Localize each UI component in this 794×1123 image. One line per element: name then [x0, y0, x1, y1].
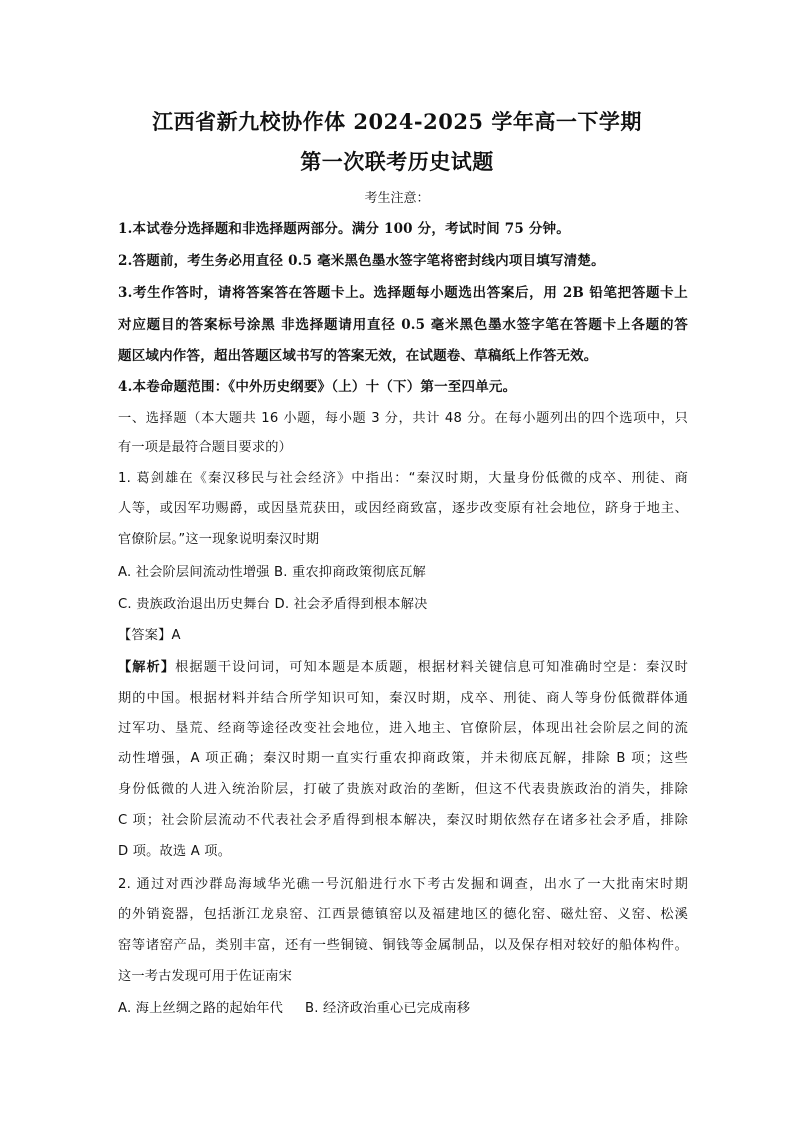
q2-stem-line2: 的外销瓷器，包括浙江龙泉窑、江西景德镇窑以及福建地区的德化窑、磁灶窑、义窑、松溪	[118, 907, 688, 922]
notice-item-2: 2.答题前，考生务必用直径 0.5 毫米黑色墨水签字笔将密封线内项目填写清楚。	[118, 253, 605, 269]
notice-item-4: 4.本卷命题范围：《中外历史纲要》（上）十（下）第一至四单元。	[118, 379, 517, 395]
q2-stem-line1: 2. 通过对西沙群岛海域华光礁一号沉船进行水下考古发掘和调查，出水了一大批南宋时期	[118, 877, 688, 892]
q2-stem-line3: 窑等诸窑产品，类别丰富，还有一些铜镜、铜钱等金属制品，以及保存相对较好的船体构件。	[118, 938, 688, 953]
exam-title-line1: 江西省新九校协作体 2024-2025 学年高一下学期	[152, 109, 642, 134]
q1-stem-line3: 官僚阶层。”这一现象说明秦汉时期	[118, 532, 320, 547]
q1-analysis-line4: 动性增强，A 项正确；秦汉时期一直实行重农抑商政策，并未彻底瓦解，排除 B 项；这些	[118, 751, 688, 766]
q1-stem-line1: 1. 葛剑雄在《秦汉移民与社会经济》中指出：“秦汉时期，大量身份低微的戍卒、刑徒、商	[118, 471, 688, 486]
q2-options-ab: A. 海上丝绸之路的起始年代 B. 经济政治重心已完成南移	[118, 1001, 471, 1016]
q1-options-cd: C. 贵族政治退出历史舞台 D. 社会矛盾得到根本解决	[118, 597, 428, 612]
exam-title-line2: 第一次联考历史试题	[300, 149, 494, 174]
q1-analysis-text1: 根据题干设问词，可知本题是本质题，根据材料关键信息可知准确时空是：秦汉时	[175, 660, 688, 675]
section-heading: 一、选择题（本大题共 16 小题，每小题 3 分，共计 48 分。在每小题列出的四个选项中，只	[118, 411, 688, 426]
q1-analysis-line5: 身份低微的人进入统治阶层，打破了贵族对政治的垄断，但这不代表贵族政治的消失，排除	[118, 782, 688, 797]
q1-analysis-line7: D 项。故选 A 项。	[118, 844, 232, 859]
notice-item-3-cont: 对应题目的答案标号涂黑 非选择题请用直径 0.5 毫米黑色墨水签字笔在答题卡上各题的答	[118, 317, 688, 333]
section-heading-cont: 有一项是最符合题目要求的）	[118, 440, 293, 455]
q1-analysis-line1	[118, 656, 688, 675]
notice-item-3-end: 题区域内作答，超出答题区域书写的答案无效，在试题卷、草稿纸上作答无效。	[118, 348, 598, 364]
q1-analysis-line3: 过军功、垦荒、经商等途径改变社会地位，进入地主、官僚阶层，体现出社会阶层之间的流	[118, 721, 688, 736]
q1-analysis-line2: 期的中国。根据材料并结合所学知识可知，秦汉时期，戍卒、刑徒、商人等身份低微群体通	[118, 691, 688, 706]
notice-item-1: 1.本试卷分选择题和非选择题两部分。满分 100 分，考试时间 75 分钟。	[118, 221, 570, 237]
analysis-label: 【解析】	[118, 660, 176, 675]
notice-heading: 考生注意：	[364, 191, 430, 206]
q1-options-ab: A. 社会阶层间流动性增强 B. 重农抑商政策彻底瓦解	[118, 565, 426, 580]
q1-answer: 【答案】A	[118, 628, 181, 643]
q1-analysis-line6: C 项；社会阶层流动不代表社会矛盾得到根本解决，秦汉时期依然存在诸多社会矛盾，排除	[118, 813, 688, 828]
notice-item-3: 3.考生作答时，请将答案答在答题卡上。选择题每小题选出答案后，用 2B 铅笔把答题卡上	[118, 285, 688, 301]
q1-stem-line2: 人等，或因军功赐爵，或因垦荒获田，或因经商致富，逐步改变原有社会地位，跻身于地主、	[118, 501, 688, 516]
q2-stem-line4: 这一考古发现可用于佐证南宋	[118, 969, 293, 984]
